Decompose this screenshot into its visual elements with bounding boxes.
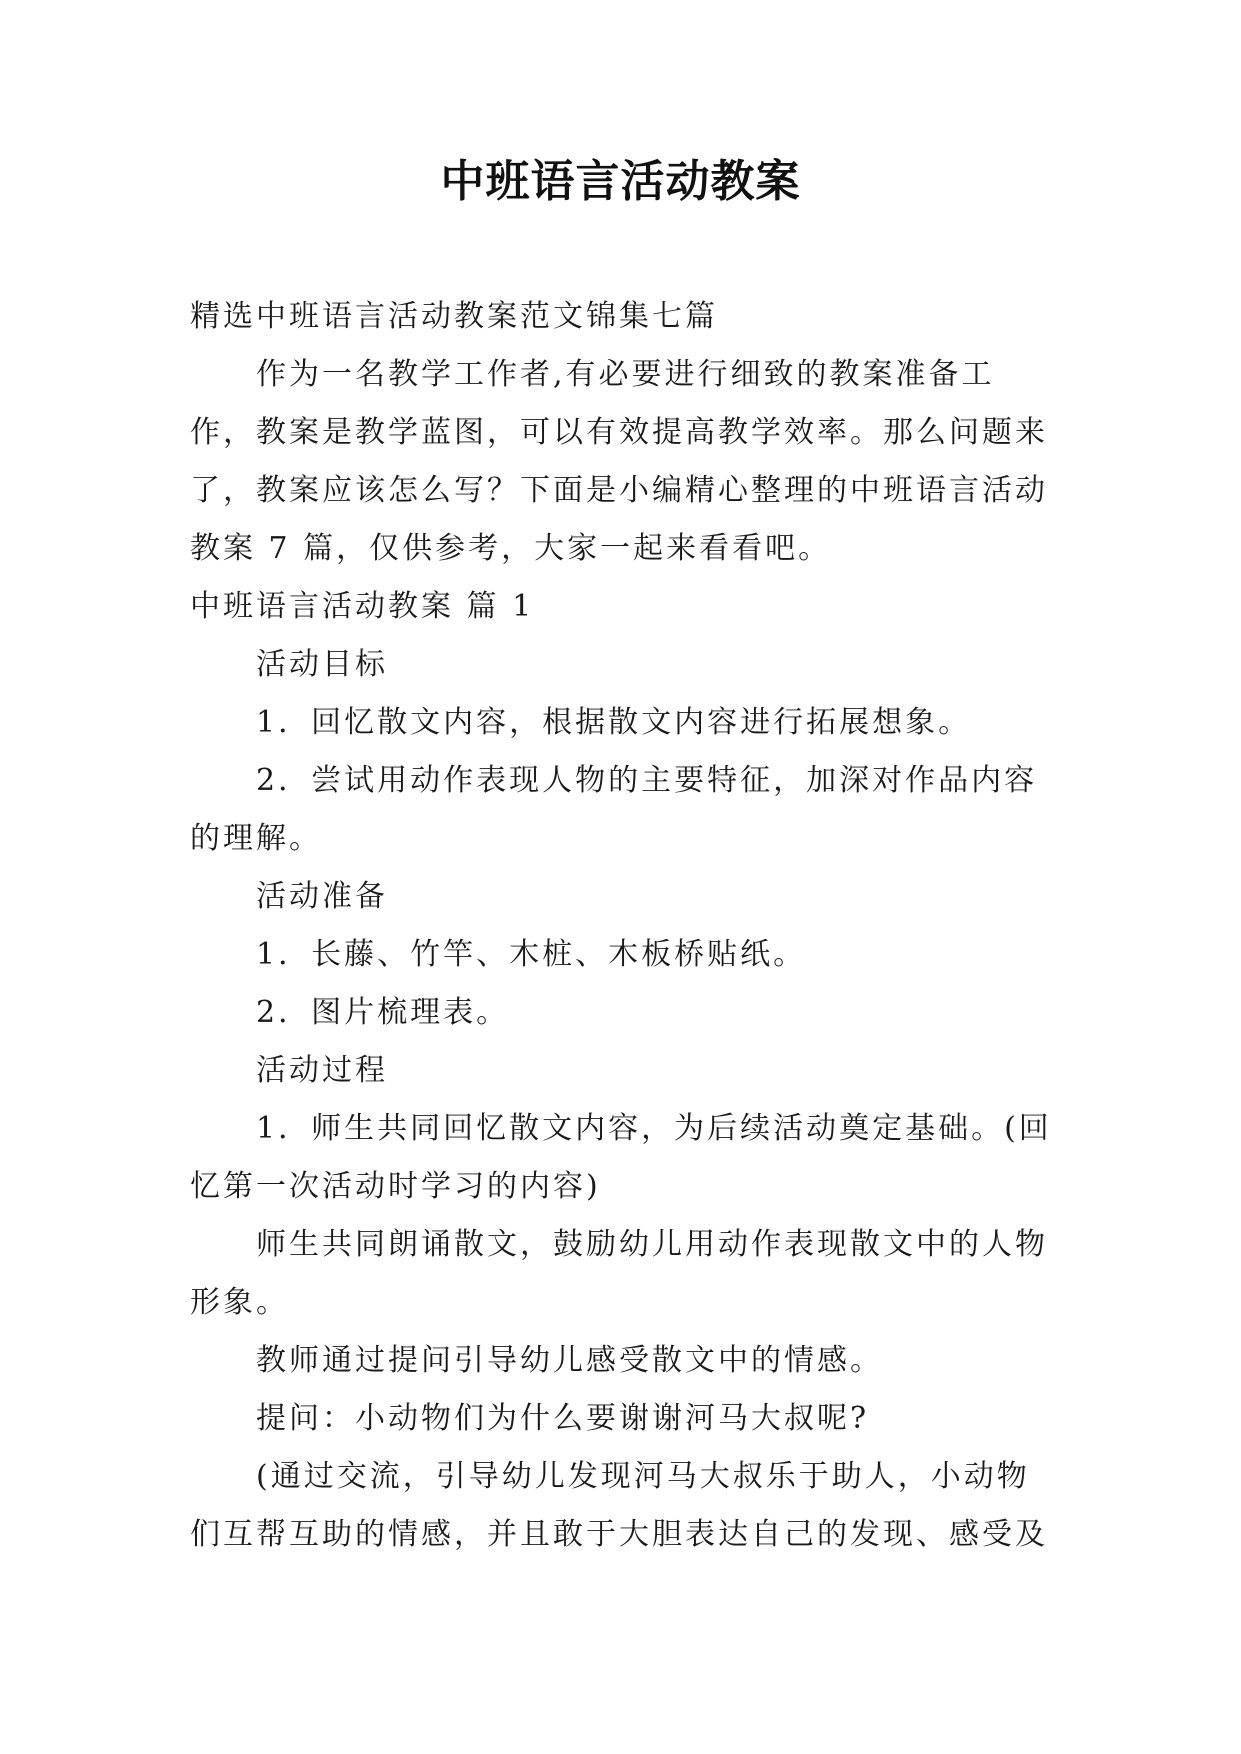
- page-title: 中班语言活动教案: [440, 156, 801, 207]
- subtitle-line: 精选中班语言活动教案范文锦集七篇: [190, 299, 718, 334]
- intro-paragraph: 作为一名教学工作者,有必要进行细致的教案准备工作，教案是教学蓝图，可以有效提高教学效率。那么问题来了，教案应该怎么写？下面是小编精心整理的中班语言活动教案 7 篇，仅供参考，大家一起来看看吧。: [190, 357, 1048, 566]
- list-item: 2．图片梳理表。: [256, 995, 510, 1030]
- list-item: 2．尝试用动作表现人物的主要特征，加深对作品内容的理解。: [190, 763, 1038, 856]
- body-paragraph: 教师通过提问引导幼儿感受散文中的情感。: [256, 1343, 883, 1378]
- list-item: 1．长藤、竹竿、木桩、木板桥贴纸。: [256, 937, 807, 972]
- body-paragraph: 提问：小动物们为什么要谢谢河马大叔呢?: [256, 1401, 870, 1436]
- subheading-preparation: 活动准备: [256, 879, 388, 914]
- document-body: [190, 288, 1060, 1564]
- subheading-process: 活动过程: [256, 1053, 388, 1088]
- section-heading: 中班语言活动教案 篇 1: [190, 589, 535, 624]
- body-paragraph: 师生共同朗诵散文，鼓励幼儿用动作表现散文中的人物形象。: [190, 1227, 1048, 1320]
- list-item: 1．师生共同回忆散文内容，为后续活动奠定基础。(回忆第一次活动时学习的内容): [190, 1111, 1052, 1204]
- list-item: 1．回忆散文内容，根据散文内容进行拓展想象。: [256, 705, 972, 740]
- body-paragraph: (通过交流，引导幼儿发现河马大叔乐于助人，小动物们互帮互助的情感，并且敢于大胆表达自己的发现、感受及: [190, 1459, 1048, 1552]
- subheading-goals: 活动目标: [256, 647, 388, 682]
